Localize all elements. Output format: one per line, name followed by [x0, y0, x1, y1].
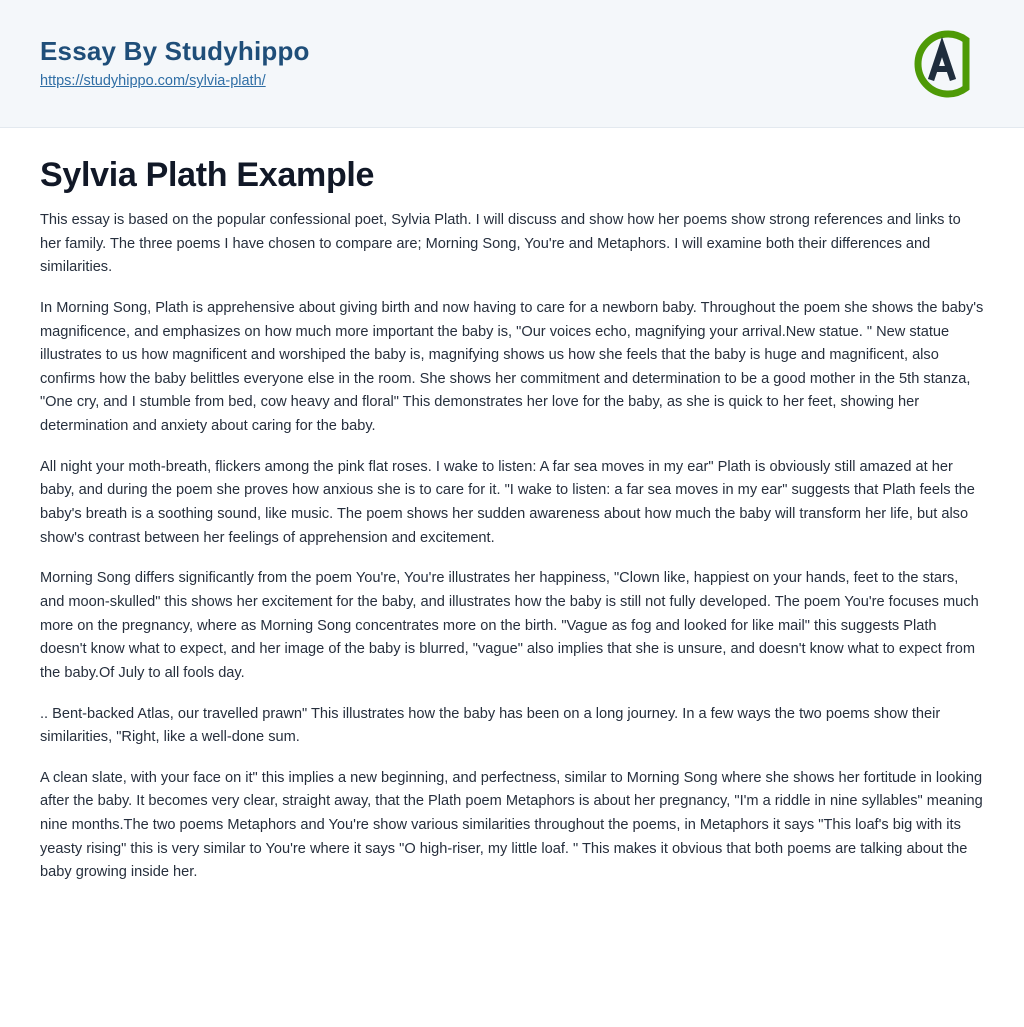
- page-header: [0, 0, 1024, 128]
- paragraph: A clean slate, with your face on it" this implies a new beginning, and perfectness, similar to Morning Song where she shows her fortitude in looking after the baby. It becomes very clear, straight away, that the Plath poem Metaphors is about her pregnancy, "I'm a riddle in nine syllables" meaning nine months.The two poems Metaphors and You're show various similarities throughout the poems, in Metaphors it says "This loaf's big with its yeasty rising" this is very similar to You're where it says "O high-riser, my little loaf. " This makes it obvious that both poems are talking about the baby growing inside her.: [40, 769, 983, 881]
- brand-block: [40, 38, 310, 89]
- studyhippo-a-logo-icon: [904, 27, 978, 101]
- source-url-link[interactable]: https://studyhippo.com/sylvia-plath/: [40, 73, 266, 90]
- paragraph: This essay is based on the popular confessional poet, Sylvia Plath. I will discuss and show how her poems show strong references and links to her family. The three poems I have chosen to compare are; Morning Song, You're and Metaphors. I will examine both their differences and similarities.: [40, 212, 961, 276]
- paragraph: .. Bent-backed Atlas, our travelled prawn" This illustrates how the baby has been on a long journey. In a few ways the two poems show their similarities, "Right, like a well-done sum.: [40, 705, 941, 746]
- paragraph: All night your moth-breath, flickers among the pink flat roses. I wake to listen: A far sea moves in my ear" Plath is obviously still amazed at her baby, and during the poem she proves how anxious she is to care for it. "I wake to listen: a far sea moves in my ear" suggests that Plath feels the baby's breath is a soothing sound, like music. The poem shows her sudden awareness about how much the baby will transform her life, but also show's contrast between her feelings of apprehension and excitement.: [40, 458, 975, 546]
- site-title: Essay By Studyhippo: [40, 36, 310, 67]
- page-title: Sylvia Plath Example: [40, 156, 375, 194]
- paragraph: Morning Song differs significantly from the poem You're, You're illustrates her happiness, "Clown like, happiest on your hands, feet to the stars, and moon-skulled" this shows her excitement for the baby, and illustrates how the baby is still not fully developed. The poem You're focuses much more on the pregnancy, where as Morning Song concentrates more on the birth. "Vague as fog and looked for like mail" this suggests Plath doesn't know what to expect, and her image of the baby is blurred, "vague" also implies that she is unsure, and doesn't know what to expect from the baby.Of July to all fools day.: [40, 570, 979, 681]
- document-body: [0, 128, 1024, 885]
- paragraph: In Morning Song, Plath is apprehensive about giving birth and now having to care for a newborn baby. Throughout the poem she shows the baby's magnificence, and emphasizes on how much more important the baby is, "Our voices echo, magnifying your arrival.New statue. " New statue illustrates to us how magnificent and worshiped the baby is, magnifying shows us how she feels that the baby is huge and magnificent, also confirms how the baby belittles everyone else in the room. She shows her commitment and determination to be a good mother in the 5th stanza, "One cry, and I stumble from bed, cow heavy and floral" This demonstrates her love for the baby, as she is quick to her feet, showing her determination and anxiety about caring for the baby.: [40, 299, 984, 435]
